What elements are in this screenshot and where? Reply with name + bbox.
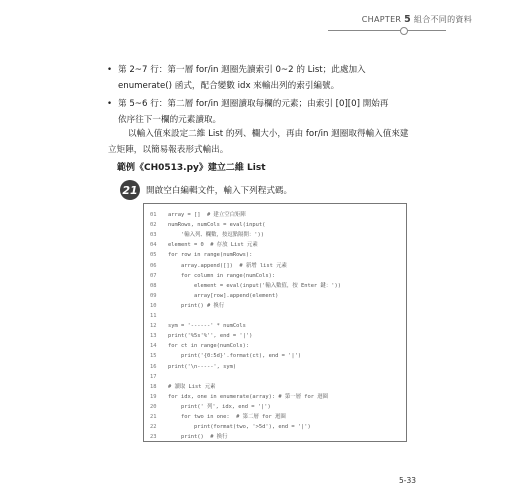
code-line [150, 351, 301, 361]
chapter-label: CHAPTER [361, 15, 402, 24]
code-line [150, 281, 341, 291]
code-text: array.append([]) # 新增 list 元素 [168, 262, 287, 269]
code-line [150, 422, 311, 432]
code-line [150, 271, 275, 281]
code-line [150, 220, 265, 230]
code-text: print('{0:5d}'.format(ct), end = '|') [168, 353, 302, 360]
line-number: 18 [150, 383, 157, 390]
line-number: 12 [150, 323, 157, 330]
code-text: print(format(two, '>5d'), end = '|') [168, 424, 311, 431]
code-line [150, 301, 224, 311]
header-rule [328, 30, 446, 31]
line-number: 05 [150, 252, 157, 259]
line-number: 01 [150, 212, 157, 218]
code-text: element = eval(input('輸入數值，按 Enter 鍵：')) [168, 282, 341, 289]
code-line [150, 250, 252, 260]
bullet-item [107, 96, 418, 128]
bullet-dot-icon: • [107, 99, 113, 109]
line-number: 15 [150, 353, 157, 360]
code-text: for ct in range(numCols): [168, 343, 250, 350]
code-text: print('\n-----', sym) [168, 363, 237, 370]
code-line [150, 341, 249, 351]
code-text: print() # 換行 [168, 434, 228, 441]
paragraph-line: 立矩陣，以簡易報表形式輸出。 [108, 145, 229, 155]
body-paragraph [108, 126, 423, 158]
code-line [150, 392, 328, 402]
line-number: 04 [150, 242, 157, 249]
code-line [150, 331, 252, 341]
bullet-dot-icon: • [107, 65, 113, 75]
step-instruction: 開啟空白編輯文件，輸入下列程式碼。 [146, 186, 293, 196]
code-text: element = 0 # 存放 List 元素 [168, 242, 258, 249]
code-text: array[row].append(element) [168, 292, 279, 299]
code-listing [143, 203, 407, 442]
code-line [150, 362, 236, 372]
chapter-title: 組合不同的資料 [413, 15, 472, 24]
code-line [150, 432, 227, 442]
bullet-line: 第 5~6 行：第二層 for/in 迴圈讀取每欄的元素；由索引 [0][0] 開始再 [118, 99, 389, 109]
chapter-number: 5 [404, 14, 412, 25]
line-number: 13 [150, 333, 157, 340]
code-line [150, 321, 246, 331]
code-text: array = [] # 建立空白矩陣 [168, 212, 246, 218]
header-rule-ornament [400, 27, 408, 35]
bullet-line: 依序往下一欄的元素讀取。 [118, 115, 222, 125]
bullet-line: enumerate() 函式，配合變數 idx 來輸出列的索引編號。 [118, 81, 340, 91]
code-text: sym = '------' * numCols [168, 323, 246, 330]
code-text: for idx, one in enumerate(array): # 第一層 for 迴圈 [168, 393, 329, 400]
code-line [150, 210, 246, 220]
line-number: 17 [150, 373, 157, 380]
code-line [150, 372, 168, 382]
code-text: numRows, numCols = eval(input( [168, 222, 266, 229]
step-number-badge: 21 [120, 180, 140, 200]
paragraph-line: 以輸入值來設定二維 List 的列、欄大小，再由 for/in 迴圈取得輸入值來建 [128, 129, 409, 139]
line-number: 20 [150, 403, 157, 410]
code-line [150, 412, 286, 422]
example-title: 範例《CH0513.py》建立二維 List [117, 163, 266, 173]
line-number: 23 [150, 434, 157, 441]
code-line [150, 402, 271, 412]
code-text: for row in range(numRows): [168, 252, 253, 259]
line-number: 07 [150, 272, 157, 279]
code-text: # 讀取 List 元素 [168, 383, 216, 390]
code-text: print() # 換行 [168, 302, 225, 309]
line-number: 08 [150, 282, 157, 289]
running-header [362, 14, 472, 25]
line-number: 14 [150, 343, 157, 350]
code-text: print(' 列', idx, end = '|') [168, 403, 271, 410]
page-number: 5-33 [399, 476, 417, 485]
bullet-item [107, 62, 418, 94]
code-text: '輸入列、欄數，按逗點隔開：')) [168, 232, 265, 239]
code-line [150, 311, 168, 321]
code-text: for column in range(numCols): [168, 272, 276, 279]
code-line [150, 382, 216, 392]
bullet-line: 第 2~7 行：第一層 for/in 迴圈先讀索引 0~2 的 List；此處加入 [118, 65, 366, 75]
line-number: 11 [150, 313, 157, 319]
code-line [150, 261, 287, 271]
code-line [150, 291, 278, 301]
line-number: 06 [150, 262, 157, 269]
code-text: for two in one: # 第二層 for 迴圈 [168, 414, 286, 420]
line-number: 16 [150, 363, 157, 370]
line-number: 19 [150, 393, 157, 400]
line-number: 10 [150, 302, 157, 309]
line-number: 22 [150, 424, 157, 431]
code-text: print('%5s'%'', end = '|') [168, 333, 253, 340]
line-number: 09 [150, 292, 157, 299]
line-number: 21 [150, 414, 157, 420]
code-line [150, 230, 264, 240]
code-line [150, 240, 258, 250]
line-number: 03 [150, 232, 157, 239]
line-number: 02 [150, 222, 157, 229]
